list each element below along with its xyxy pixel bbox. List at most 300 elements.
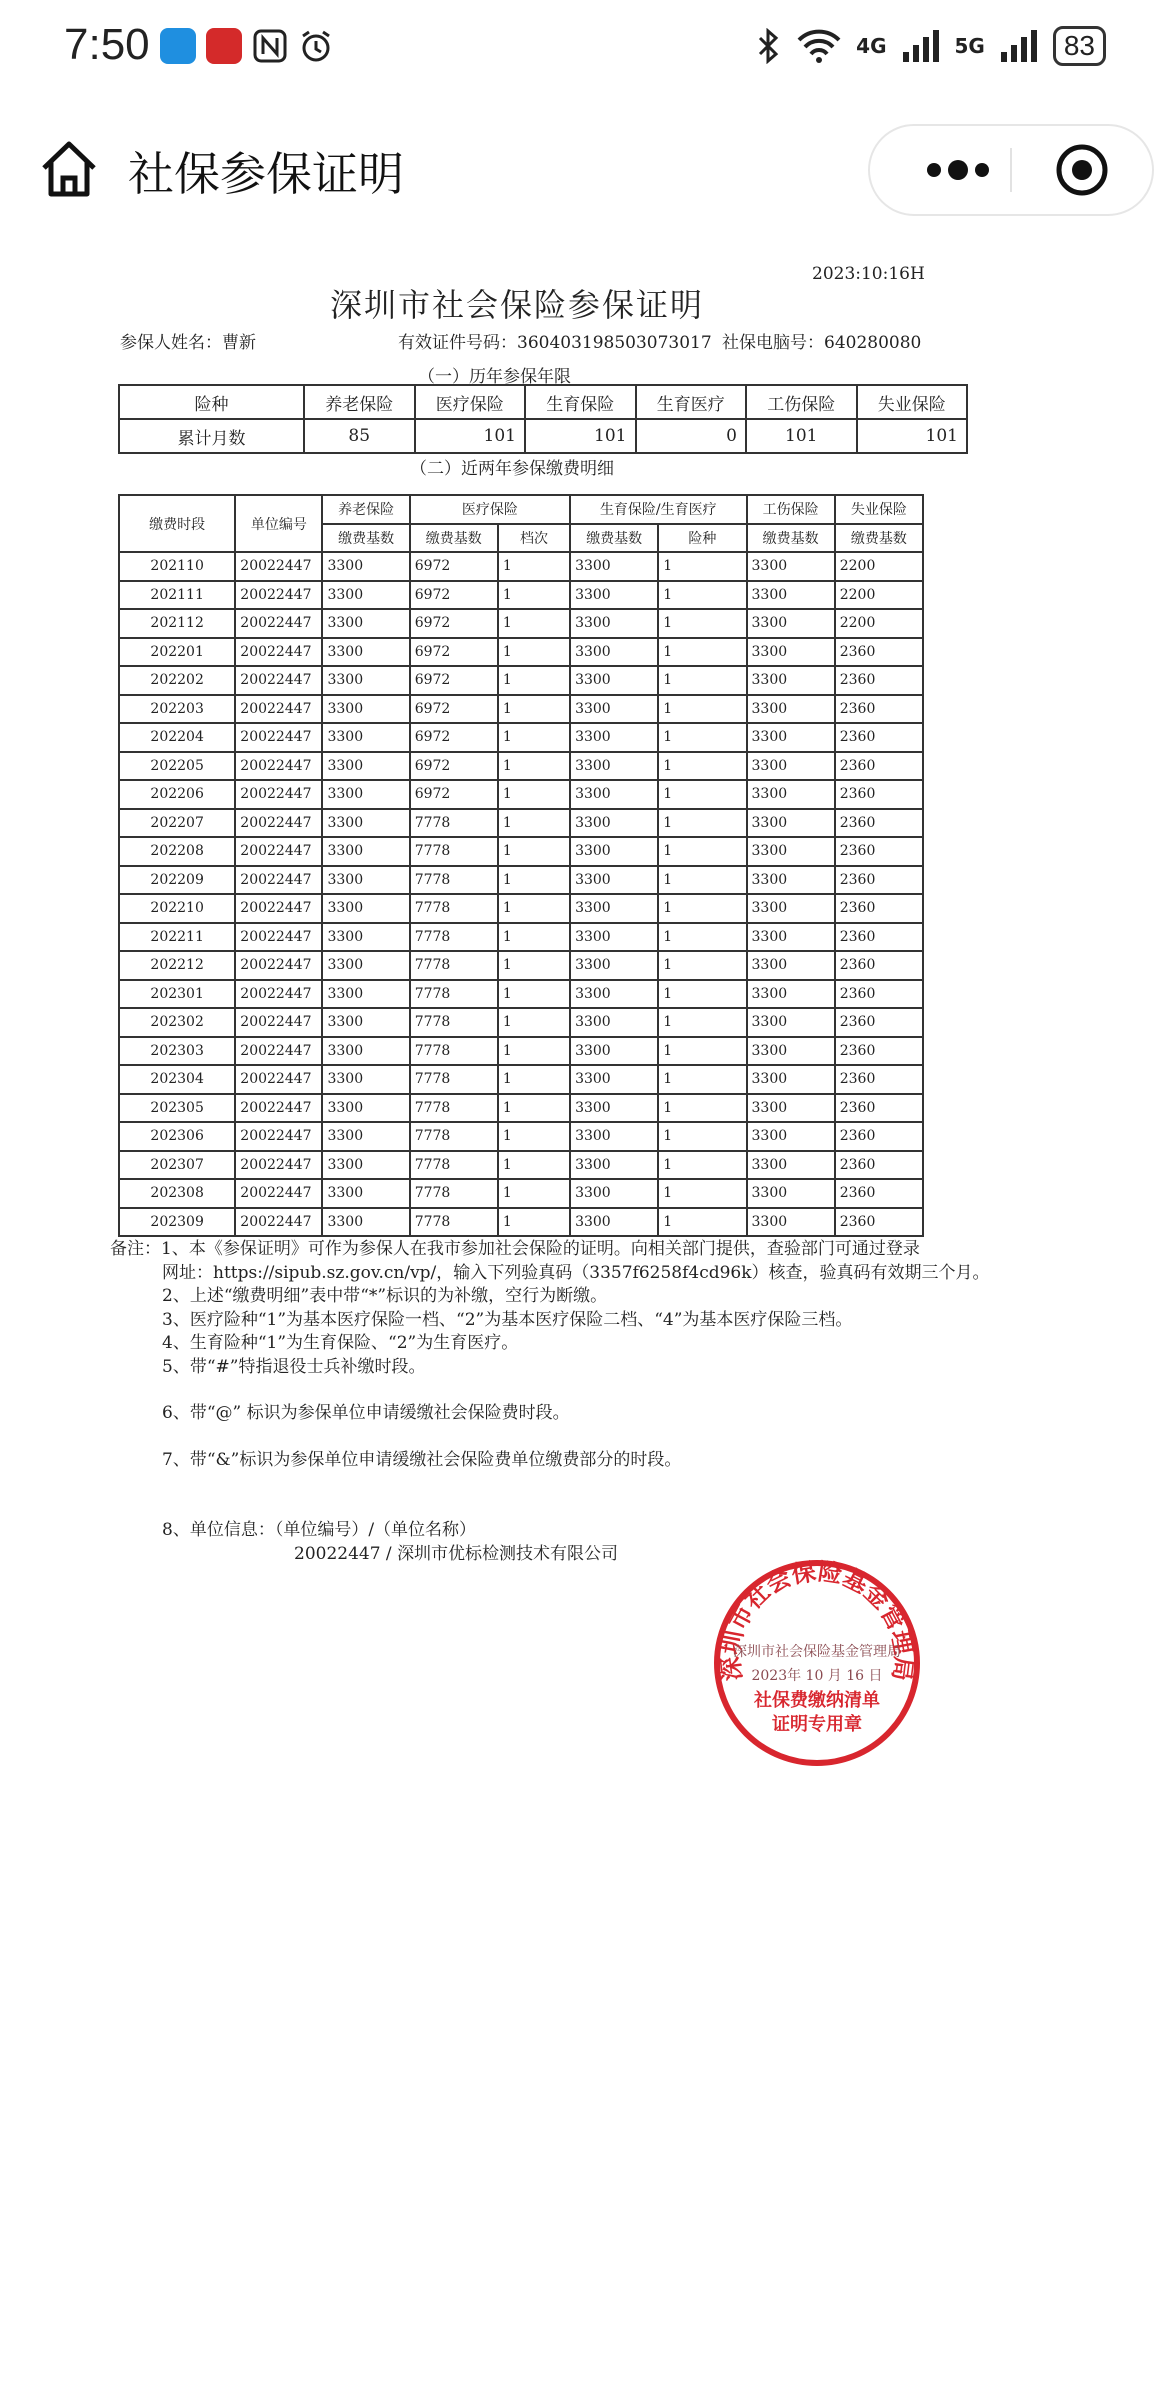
note-line: 2、上述“缴费明细”表中带“*”标识的为补缴，空行为断缴。 — [162, 1286, 608, 1306]
table-cell: 2360 — [835, 695, 923, 724]
table-cell: 3300 — [747, 780, 835, 809]
table-cell: 20022447 — [235, 780, 322, 809]
table-cell: 202305 — [119, 1094, 235, 1123]
nfc-icon — [252, 28, 288, 64]
table-cell: 1 — [658, 1179, 746, 1208]
table-cell: 1 — [498, 638, 570, 667]
close-miniprogram-icon[interactable] — [1054, 142, 1110, 198]
seal-ring-text: 深圳市社会保险基金管理局 — [715, 1558, 919, 1683]
table-cell: 3300 — [570, 752, 658, 781]
payment-detail-table — [118, 494, 924, 1237]
table-cell: 7778 — [410, 1151, 498, 1180]
table-header: 生育保险 — [525, 385, 636, 419]
table-cell: 20022447 — [235, 581, 322, 610]
table-cell: 1 — [658, 1122, 746, 1151]
table-row — [119, 723, 923, 752]
table-cell: 20022447 — [235, 1065, 322, 1094]
table-cell: 3300 — [570, 923, 658, 952]
table-cell: 3300 — [570, 552, 658, 581]
table-cell: 2360 — [835, 723, 923, 752]
table-cell: 2360 — [835, 1122, 923, 1151]
table-header: 缴费基数 — [570, 524, 658, 553]
table-cell: 6972 — [410, 780, 498, 809]
table-header: 单位编号 — [235, 495, 322, 552]
table-cell: 202307 — [119, 1151, 235, 1180]
table-cell: 2360 — [835, 752, 923, 781]
table-cell: 202301 — [119, 980, 235, 1009]
table-cell: 3300 — [322, 723, 409, 752]
table-cell: 2360 — [835, 1037, 923, 1066]
app-notification-icon — [160, 28, 196, 64]
table-cell: 1 — [498, 752, 570, 781]
table-cell: 1 — [498, 866, 570, 895]
table-cell: 2360 — [835, 894, 923, 923]
table-cell: 1 — [498, 1065, 570, 1094]
table-cell: 3300 — [570, 695, 658, 724]
table-cell: 7778 — [410, 1008, 498, 1037]
table-header: 缴费时段 — [119, 495, 235, 552]
section-years-title: （一）历年参保年限 — [418, 367, 571, 387]
table-cell: 6972 — [410, 695, 498, 724]
table-header: 养老保险 — [322, 495, 409, 524]
app-notification-icon — [206, 28, 242, 64]
table-cell: 7778 — [410, 809, 498, 838]
table-cell: 1 — [658, 1037, 746, 1066]
table-cell: 2360 — [835, 1208, 923, 1237]
section-detail-title: （二）近两年参保缴费明细 — [410, 459, 614, 479]
table-cell: 7778 — [410, 894, 498, 923]
table-cell: 3300 — [747, 1037, 835, 1066]
table-cell: 1 — [658, 1151, 746, 1180]
table-cell: 3300 — [322, 695, 409, 724]
capsule-divider — [1010, 148, 1012, 192]
table-cell: 101 — [857, 419, 968, 453]
table-cell: 6972 — [410, 552, 498, 581]
table-cell: 3300 — [570, 866, 658, 895]
table-cell: 20022447 — [235, 837, 322, 866]
table-cell: 1 — [658, 695, 746, 724]
table-header: 医疗保险 — [410, 495, 570, 524]
table-cell: 3300 — [570, 1037, 658, 1066]
table-cell: 6972 — [410, 666, 498, 695]
table-cell: 7778 — [410, 866, 498, 895]
table-cell: 3300 — [322, 1122, 409, 1151]
table-cell: 3300 — [570, 1122, 658, 1151]
table-cell: 3300 — [747, 1065, 835, 1094]
table-cell: 1 — [498, 1037, 570, 1066]
id-number: 有效证件号码：360403198503073017 — [398, 333, 712, 353]
table-cell: 2360 — [835, 1151, 923, 1180]
table-cell: 3300 — [747, 1179, 835, 1208]
table-row — [119, 809, 923, 838]
table-cell: 3300 — [570, 837, 658, 866]
table-cell: 1 — [658, 1208, 746, 1237]
table-cell: 3300 — [570, 1065, 658, 1094]
table-cell: 2200 — [835, 581, 923, 610]
table-cell: 202304 — [119, 1065, 235, 1094]
table-cell: 1 — [498, 837, 570, 866]
table-cell: 3300 — [322, 1008, 409, 1037]
table-cell: 3300 — [570, 666, 658, 695]
battery-indicator: 83 — [1053, 26, 1106, 66]
table-cell: 1 — [658, 666, 746, 695]
table-cell: 3300 — [747, 866, 835, 895]
table-cell: 3300 — [570, 581, 658, 610]
table-cell: 1 — [658, 638, 746, 667]
table-header: 档次 — [498, 524, 570, 553]
table-cell: 202112 — [119, 609, 235, 638]
table-cell: 1 — [498, 609, 570, 638]
table-cell: 20022447 — [235, 1037, 322, 1066]
table-cell: 202306 — [119, 1122, 235, 1151]
table-header: 缴费基数 — [410, 524, 498, 553]
table-cell: 1 — [658, 866, 746, 895]
table-cell: 3300 — [747, 1208, 835, 1237]
table-cell: 20022447 — [235, 951, 322, 980]
table-cell: 20022447 — [235, 609, 322, 638]
table-cell: 1 — [498, 980, 570, 1009]
table-cell: 3300 — [322, 638, 409, 667]
table-cell: 1 — [498, 894, 570, 923]
table-cell: 1 — [498, 1094, 570, 1123]
issue-date: 2023:10:16H — [812, 264, 925, 284]
table-cell: 3300 — [747, 723, 835, 752]
table-cell: 2360 — [835, 780, 923, 809]
table-row — [119, 1065, 923, 1094]
table-header: 险种 — [658, 524, 746, 553]
nav-bar — [0, 110, 1176, 230]
note-line: 备注：1、本《参保证明》可作为参保人在我市参加社会保险的证明。向相关部门提供，查验部门可通过登录 — [110, 1239, 920, 1259]
table-cell: 2200 — [835, 609, 923, 638]
table-cell: 3300 — [322, 1065, 409, 1094]
table-cell: 1 — [498, 780, 570, 809]
table-cell: 3300 — [747, 752, 835, 781]
table-cell: 1 — [658, 809, 746, 838]
table-row — [119, 1122, 923, 1151]
table-cell: 202201 — [119, 638, 235, 667]
insured-name: 参保人姓名：曹新 — [120, 333, 256, 353]
table-cell: 7778 — [410, 980, 498, 1009]
table-header: 险种 — [119, 385, 304, 419]
table-cell: 3300 — [322, 552, 409, 581]
table-header: 生育保险/生育医疗 — [570, 495, 746, 524]
table-cell: 1 — [658, 1094, 746, 1123]
table-cell: 3300 — [570, 1151, 658, 1180]
table-cell: 85 — [304, 419, 415, 453]
table-cell: 3300 — [322, 780, 409, 809]
table-cell: 3300 — [570, 1179, 658, 1208]
table-cell: 3300 — [747, 951, 835, 980]
table-row — [119, 894, 923, 923]
table-cell: 2360 — [835, 951, 923, 980]
table-cell: 3300 — [747, 638, 835, 667]
table-cell: 1 — [498, 666, 570, 695]
table-cell: 3300 — [570, 780, 658, 809]
table-cell: 20022447 — [235, 1151, 322, 1180]
table-cell: 3300 — [570, 1208, 658, 1237]
system-icons — [754, 26, 1106, 66]
table-cell: 3300 — [570, 951, 658, 980]
table-cell: 101 — [525, 419, 636, 453]
table-cell: 202212 — [119, 951, 235, 980]
table-cell: 7778 — [410, 837, 498, 866]
table-row — [119, 1037, 923, 1066]
table-cell: 3300 — [322, 1094, 409, 1123]
table-cell: 1 — [498, 1179, 570, 1208]
table-cell: 202205 — [119, 752, 235, 781]
table-cell: 1 — [498, 809, 570, 838]
table-cell: 3300 — [322, 752, 409, 781]
table-row — [119, 552, 923, 581]
table-row — [119, 666, 923, 695]
notification-icons — [160, 28, 334, 64]
table-cell: 3300 — [322, 951, 409, 980]
table-cell: 3300 — [322, 1151, 409, 1180]
table-cell: 7778 — [410, 1065, 498, 1094]
table-cell: 3300 — [747, 894, 835, 923]
table-cell: 3300 — [747, 695, 835, 724]
certificate-title: 深圳市社会保险参保证明 — [330, 286, 705, 324]
table-row — [119, 1151, 923, 1180]
social-security-number: 社保电脑号：640280080 — [722, 333, 922, 353]
table-cell: 3300 — [747, 1122, 835, 1151]
table-cell: 1 — [658, 552, 746, 581]
table-cell: 3300 — [747, 837, 835, 866]
table-cell: 3300 — [322, 666, 409, 695]
table-cell: 3300 — [747, 923, 835, 952]
table-cell: 0 — [636, 419, 747, 453]
table-cell: 2360 — [835, 1008, 923, 1037]
table-cell: 3300 — [570, 809, 658, 838]
table-cell: 6972 — [410, 609, 498, 638]
table-cell: 1 — [658, 752, 746, 781]
table-cell: 3300 — [322, 1037, 409, 1066]
table-cell: 3300 — [322, 980, 409, 1009]
table-cell: 3300 — [570, 638, 658, 667]
home-icon[interactable] — [36, 136, 102, 202]
table-cell: 3300 — [322, 1208, 409, 1237]
table-cell: 2360 — [835, 1094, 923, 1123]
table-cell: 3300 — [747, 980, 835, 1009]
table-cell: 3300 — [570, 894, 658, 923]
table-cell: 2360 — [835, 866, 923, 895]
table-cell: 3300 — [322, 923, 409, 952]
seal-line2: 证明专用章 — [772, 1714, 862, 1735]
table-cell: 202308 — [119, 1179, 235, 1208]
table-row — [119, 866, 923, 895]
table-row — [119, 419, 967, 453]
table-cell: 1 — [498, 695, 570, 724]
table-cell: 20022447 — [235, 723, 322, 752]
table-cell: 2360 — [835, 638, 923, 667]
table-cell: 1 — [658, 980, 746, 1009]
table-row — [119, 695, 923, 724]
table-cell: 1 — [658, 723, 746, 752]
alarm-icon — [298, 28, 334, 64]
table-cell: 3300 — [570, 723, 658, 752]
table-cell: 20022447 — [235, 1208, 322, 1237]
table-header: 缴费基数 — [835, 524, 923, 553]
table-cell: 3300 — [570, 1094, 658, 1123]
table-cell: 202111 — [119, 581, 235, 610]
mini-program-capsule — [868, 124, 1154, 216]
signal-icon — [901, 28, 941, 64]
table-cell: 3300 — [570, 980, 658, 1009]
table-row — [119, 752, 923, 781]
table-cell: 6972 — [410, 638, 498, 667]
table-row — [119, 1094, 923, 1123]
table-cell: 7778 — [410, 1122, 498, 1151]
table-cell: 202203 — [119, 695, 235, 724]
table-cell: 20022447 — [235, 552, 322, 581]
table-cell: 1 — [498, 1122, 570, 1151]
table-cell: 3300 — [322, 894, 409, 923]
table-cell: 3300 — [322, 866, 409, 895]
table-cell: 2360 — [835, 809, 923, 838]
seal-line1: 社保费缴纳清单 — [754, 1690, 880, 1711]
table-cell: 1 — [658, 780, 746, 809]
table-cell: 1 — [658, 609, 746, 638]
table-cell: 2360 — [835, 1065, 923, 1094]
table-cell: 20022447 — [235, 1008, 322, 1037]
table-cell: 20022447 — [235, 752, 322, 781]
table-cell: 202208 — [119, 837, 235, 866]
table-cell: 20022447 — [235, 1094, 322, 1123]
wifi-icon — [796, 28, 842, 64]
note-line: 8、单位信息：（单位编号）/（单位名称） — [162, 1520, 477, 1540]
table-row — [119, 1208, 923, 1237]
table-cell: 2360 — [835, 666, 923, 695]
table-cell: 3300 — [322, 809, 409, 838]
table-cell: 7778 — [410, 1094, 498, 1123]
table-cell: 101 — [746, 419, 857, 453]
table-cell: 20022447 — [235, 1122, 322, 1151]
table-cell: 20022447 — [235, 1179, 322, 1208]
table-cell: 20022447 — [235, 809, 322, 838]
table-cell: 3300 — [570, 1008, 658, 1037]
company-info: 20022447 / 深圳市优标检测技术有限公司 — [294, 1543, 619, 1564]
network-type-5g: 5G — [954, 34, 985, 58]
table-cell: 2360 — [835, 837, 923, 866]
table-header: 缴费基数 — [322, 524, 409, 553]
table-cell: 20022447 — [235, 866, 322, 895]
table-cell: 1 — [658, 1065, 746, 1094]
table-row — [119, 581, 923, 610]
table-cell: 1 — [498, 723, 570, 752]
table-cell: 202309 — [119, 1208, 235, 1237]
table-row — [119, 780, 923, 809]
table-cell: 3300 — [747, 552, 835, 581]
table-cell: 7778 — [410, 1179, 498, 1208]
table-cell: 202210 — [119, 894, 235, 923]
table-row — [119, 609, 923, 638]
table-cell: 3300 — [747, 1151, 835, 1180]
table-cell: 1 — [658, 951, 746, 980]
table-cell: 1 — [658, 1008, 746, 1037]
table-cell: 6972 — [410, 581, 498, 610]
note-line: 网址：https://sipub.sz.gov.cn/vp/，输入下列验真码（3357f6258f4cd96k）核查，验真码有效期三个月。 — [162, 1262, 990, 1283]
table-cell: 3300 — [747, 581, 835, 610]
table-cell: 1 — [498, 951, 570, 980]
table-cell: 1 — [498, 1208, 570, 1237]
table-cell: 2360 — [835, 1179, 923, 1208]
table-row — [119, 385, 967, 419]
table-cell: 7778 — [410, 1208, 498, 1237]
table-cell: 202110 — [119, 552, 235, 581]
table-header-row — [119, 495, 923, 524]
table-cell: 累计月数 — [119, 419, 304, 453]
table-cell: 3300 — [322, 609, 409, 638]
table-cell: 2200 — [835, 552, 923, 581]
table-cell: 7778 — [410, 923, 498, 952]
notes-block — [112, 1238, 990, 1566]
table-cell: 7778 — [410, 1037, 498, 1066]
table-cell: 3300 — [322, 1179, 409, 1208]
table-cell: 1 — [498, 923, 570, 952]
table-row — [119, 1179, 923, 1208]
table-row — [119, 951, 923, 980]
table-cell: 6972 — [410, 723, 498, 752]
note-line: 3、医疗险种“1”为基本医疗保险一档、“2”为基本医疗保险二档、“4”为基本医疗保险三档。 — [162, 1309, 853, 1330]
page-title: 社保参保证明 — [128, 147, 404, 201]
table-cell: 202202 — [119, 666, 235, 695]
table-cell: 3300 — [747, 1008, 835, 1037]
table-row — [119, 638, 923, 667]
table-header: 工伤保险 — [747, 495, 835, 524]
table-cell: 202207 — [119, 809, 235, 838]
table-header: 生育医疗 — [636, 385, 747, 419]
table-cell: 3300 — [747, 1094, 835, 1123]
seal-inner-text: 深圳市社会保险基金管理局 — [733, 1644, 901, 1660]
status-bar — [0, 0, 1176, 100]
table-header: 缴费基数 — [747, 524, 835, 553]
table-cell: 3300 — [322, 837, 409, 866]
table-cell: 1 — [498, 1008, 570, 1037]
table-header: 失业保险 — [857, 385, 968, 419]
table-cell: 202209 — [119, 866, 235, 895]
table-cell: 20022447 — [235, 695, 322, 724]
table-cell: 1 — [658, 894, 746, 923]
note-line: 4、生育险种“1”为生育保险、“2”为生育医疗。 — [162, 1333, 519, 1353]
table-cell: 202211 — [119, 923, 235, 952]
table-cell: 6972 — [410, 752, 498, 781]
table-cell: 1 — [498, 1151, 570, 1180]
table-row — [119, 837, 923, 866]
table-header: 医疗保险 — [415, 385, 526, 419]
table-cell: 2360 — [835, 923, 923, 952]
note-line: 7、带“&”标识为参保单位申请缓缴社会保险费单位缴费部分的时段。 — [162, 1449, 682, 1470]
table-cell: 20022447 — [235, 923, 322, 952]
table-cell: 20022447 — [235, 980, 322, 1009]
years-table — [118, 384, 968, 454]
table-row — [119, 923, 923, 952]
table-cell: 2360 — [835, 980, 923, 1009]
table-cell: 7778 — [410, 951, 498, 980]
table-cell: 3300 — [747, 609, 835, 638]
network-type-4g: 4G — [856, 34, 887, 58]
signal-icon — [999, 28, 1039, 64]
table-cell: 20022447 — [235, 666, 322, 695]
seal-date: 2023年 10 月 16 日 — [751, 1668, 883, 1684]
table-cell: 202204 — [119, 723, 235, 752]
status-time: 7:50 — [64, 20, 150, 69]
table-cell: 3300 — [322, 581, 409, 610]
table-cell: 1 — [658, 837, 746, 866]
table-cell: 1 — [658, 581, 746, 610]
bluetooth-icon — [754, 28, 782, 64]
table-cell: 1 — [658, 923, 746, 952]
table-cell: 3300 — [570, 609, 658, 638]
